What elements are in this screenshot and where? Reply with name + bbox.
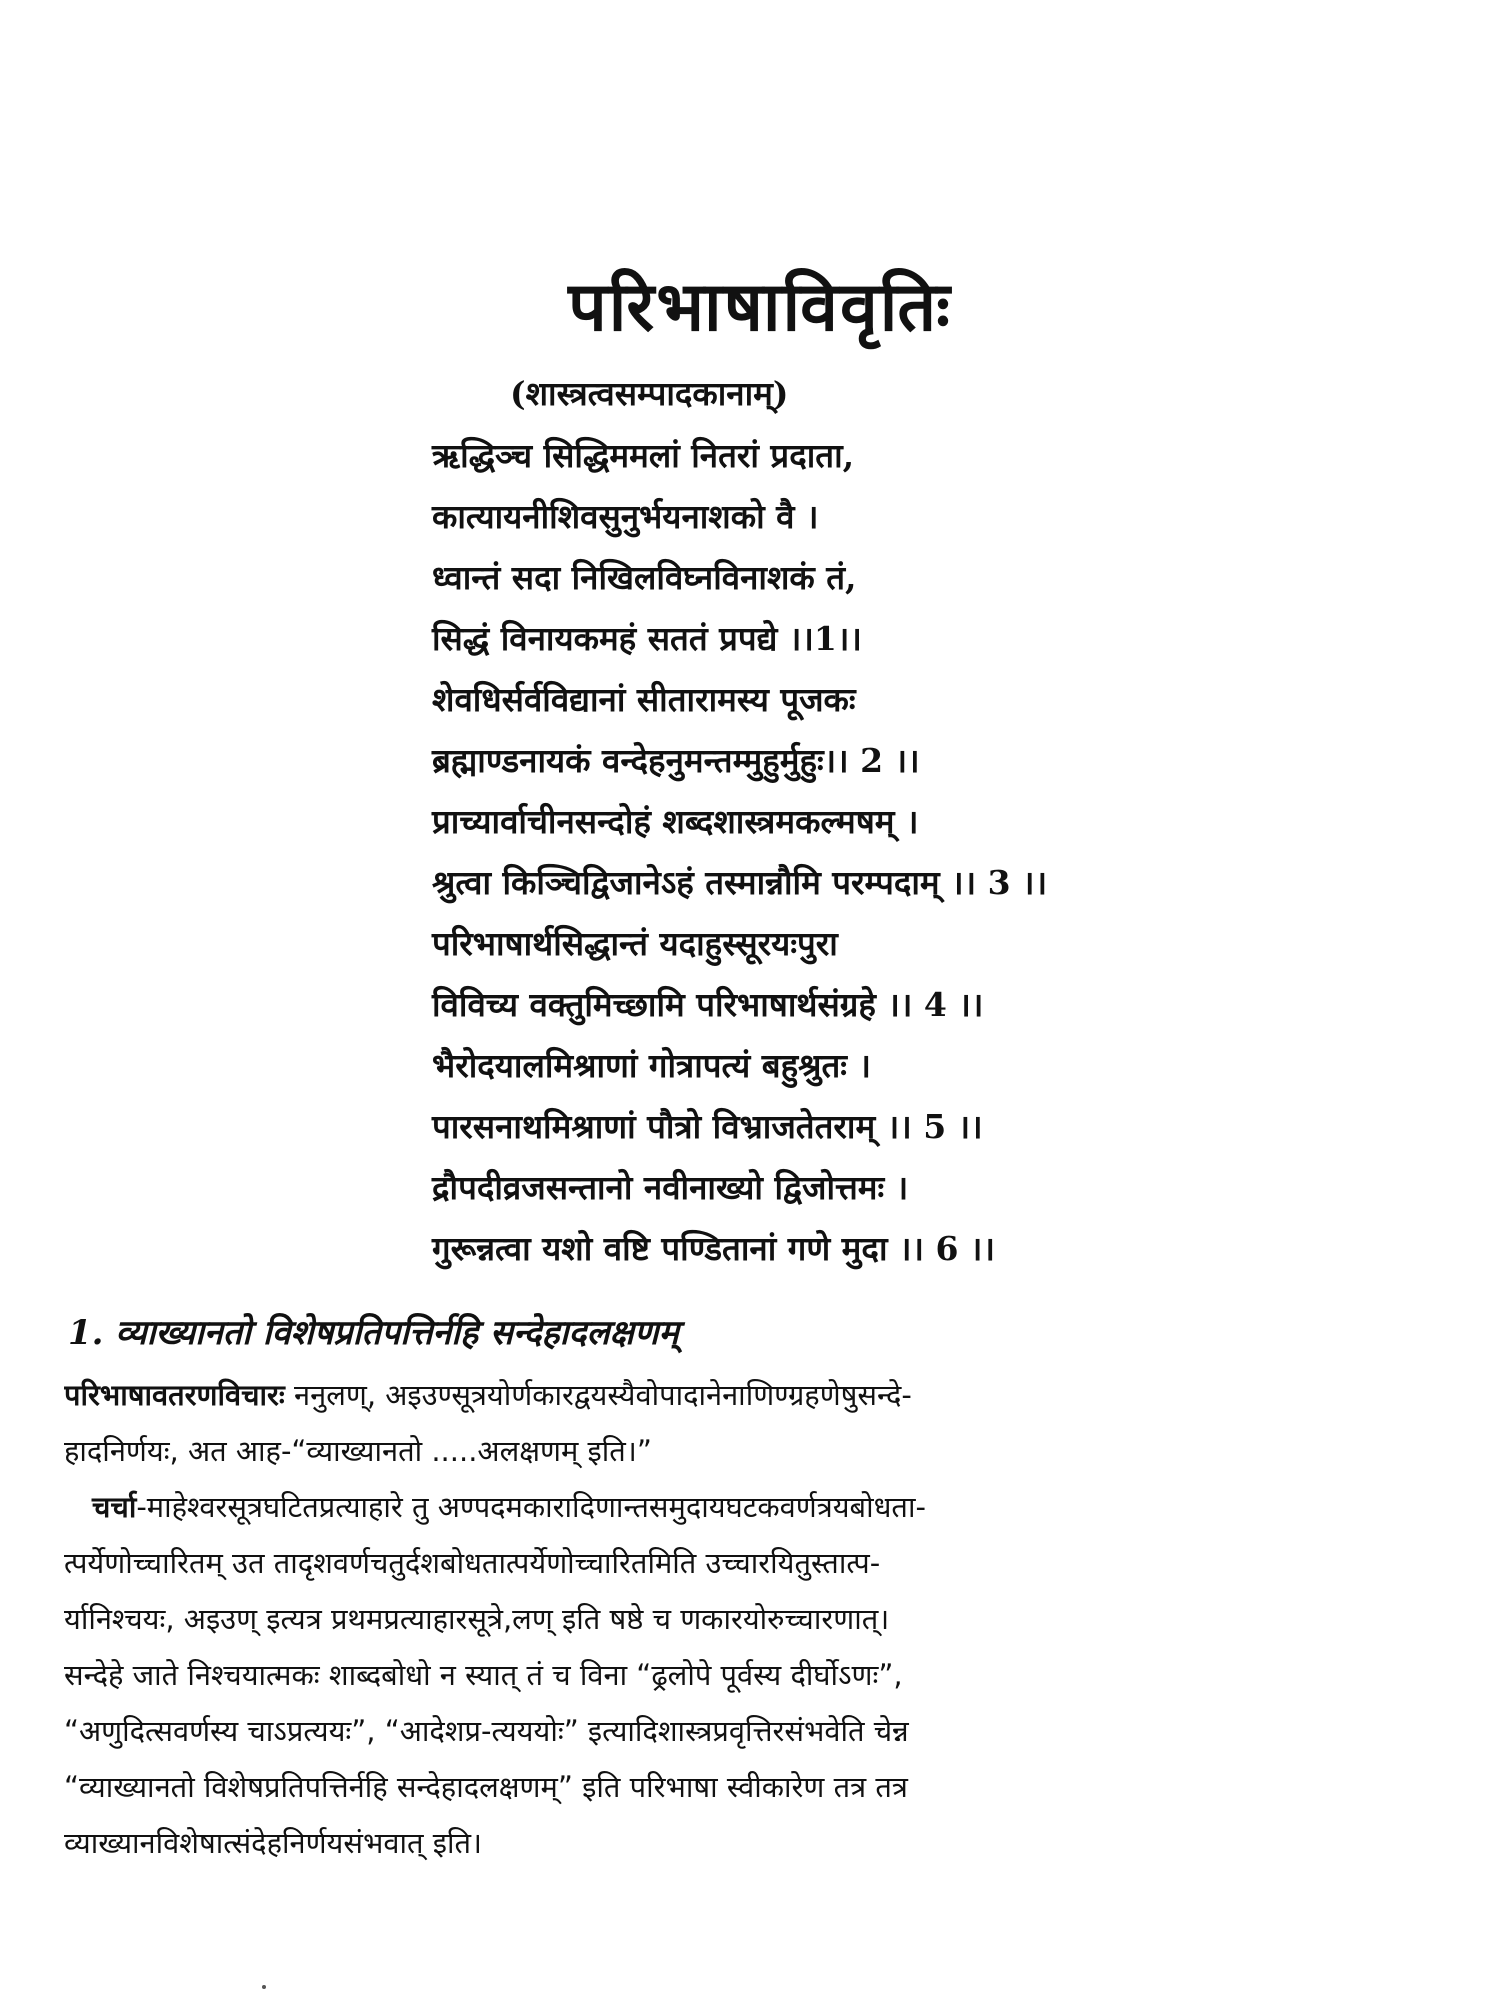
avatarana-text: ननुलण्, अइउण्सूत्रयोर्णकारद्वयस्यैवोपादानेनाणिण्ग्रहणेषुसन्दे- <box>284 1378 912 1412</box>
verse-line: पारसनाथमिश्राणां पौत्रो विभ्राजतेतराम् ।। 5 ।। <box>432 1107 983 1146</box>
verse-line: द्रौपदीव्रजसन्तानो नवीनाख्यो द्विजोत्तमः । <box>432 1168 909 1207</box>
verse-line: शेवधिर्सर्वविद्यानां सीतारामस्य पूजकः <box>432 680 856 719</box>
charcha-line: सन्देहे जाते निश्चयात्मकः शाब्दबोधो न स्यात् तं च विना “ढ्रलोपे पूर्वस्य दीर्घोऽणः”, <box>64 1658 903 1692</box>
charcha-label: चर्चा <box>92 1490 137 1524</box>
charcha-line: त्पर्येणोच्चारितम् उत तादृशवर्णचतुर्दशबोधतात्पर्येणोच्चारितमिति उच्चारयितुस्तात्प- <box>64 1546 881 1580</box>
page-subtitle: (शास्त्रत्वसम्पादकानाम्) <box>510 374 789 413</box>
charcha-line: र्यानिश्चयः, अइउण् इत्यत्र प्रथमप्रत्याहारसूत्रे,लण् इति षष्ठे च णकारयोरुच्चारणात्। <box>64 1602 890 1636</box>
avatarana-line-1 <box>64 1367 1449 1423</box>
verse-line: ध्वान्तं सदा निखिलविघ्नविनाशकं तं, <box>432 558 857 597</box>
verse-block <box>432 425 1472 1279</box>
verse-line: श्रुत्वा किञ्चिद्विजानेऽहं तस्मान्नौमि परम्पदाम् ।। 3 ।। <box>432 863 1048 902</box>
charcha-line: “अणुदित्सवर्णस्य चाऽप्रत्ययः”, “आदेशप्र-त्यययोः” इत्यादिशास्त्रप्रवृत्तिरसंभवेति चेन्न <box>64 1714 909 1748</box>
section-heading-text: व्याख्यानतो विशेषप्रतिपत्तिर्नहि सन्देहादलक्षणम् <box>115 1313 679 1353</box>
avatarana-label: परिभाषावतरणविचारः <box>64 1378 285 1412</box>
charcha-line: “व्याख्यानतो विशेषप्रतिपत्तिर्नहि सन्देहादलक्षणम्” इति परिभाषा स्वीकारेण तत्र तत्र <box>64 1770 908 1804</box>
charcha-line-1 <box>64 1479 1449 1535</box>
charcha-line: व्याख्यानविशेषात्संदेहनिर्णयसंभवात् इति। <box>64 1826 483 1860</box>
page-title: परिभाषाविवृतिः <box>568 267 952 347</box>
verse-line: कात्यायनीशिवसुनुर्भयनाशको वै । <box>432 497 819 536</box>
section-number: 1. <box>68 1313 104 1353</box>
section-heading <box>68 1308 679 1358</box>
scan-speck <box>262 1985 266 1989</box>
avatarana-line-2: हादनिर्णयः, अत आह-“व्याख्यानतो .....अलक्षणम् इति।” <box>64 1434 652 1468</box>
verse-line: ब्रह्माण्डनायकं वन्देहनुमन्तम्मुहुर्मुहुः।। 2 ।। <box>432 741 920 780</box>
verse-line: परिभाषार्थसिद्धान्तं यदाहुस्सूरयःपुरा <box>432 924 838 963</box>
charcha-text: -माहेश्वरसूत्रघटितप्रत्याहारे तु अण्पदमकारादिणान्तसमुदायघटकवर्णत्रयबोधता- <box>136 1490 926 1524</box>
commentary-body <box>64 1367 1449 1871</box>
verse-line: विविच्य वक्तुमिच्छामि परिभाषार्थसंग्रहे ।। 4 ।। <box>432 985 984 1024</box>
verse-line: सिद्धं विनायकमहं सततं प्रपद्ये ।।1।। <box>432 619 862 658</box>
verse-line: गुरून्नत्वा यशो वष्टि पण्डितानां गणे मुदा ।। 6 ।। <box>432 1229 995 1268</box>
verse-line: भैरोदयालमिश्राणां गोत्रापत्यं बहुश्रुतः । <box>432 1046 871 1085</box>
verse-line: प्राच्यार्वाचीनसन्दोहं शब्दशास्त्रमकल्मषम् । <box>432 802 919 841</box>
verse-line: ऋद्धिञ्च सिद्धिममलां नितरां प्रदाता, <box>432 436 855 475</box>
